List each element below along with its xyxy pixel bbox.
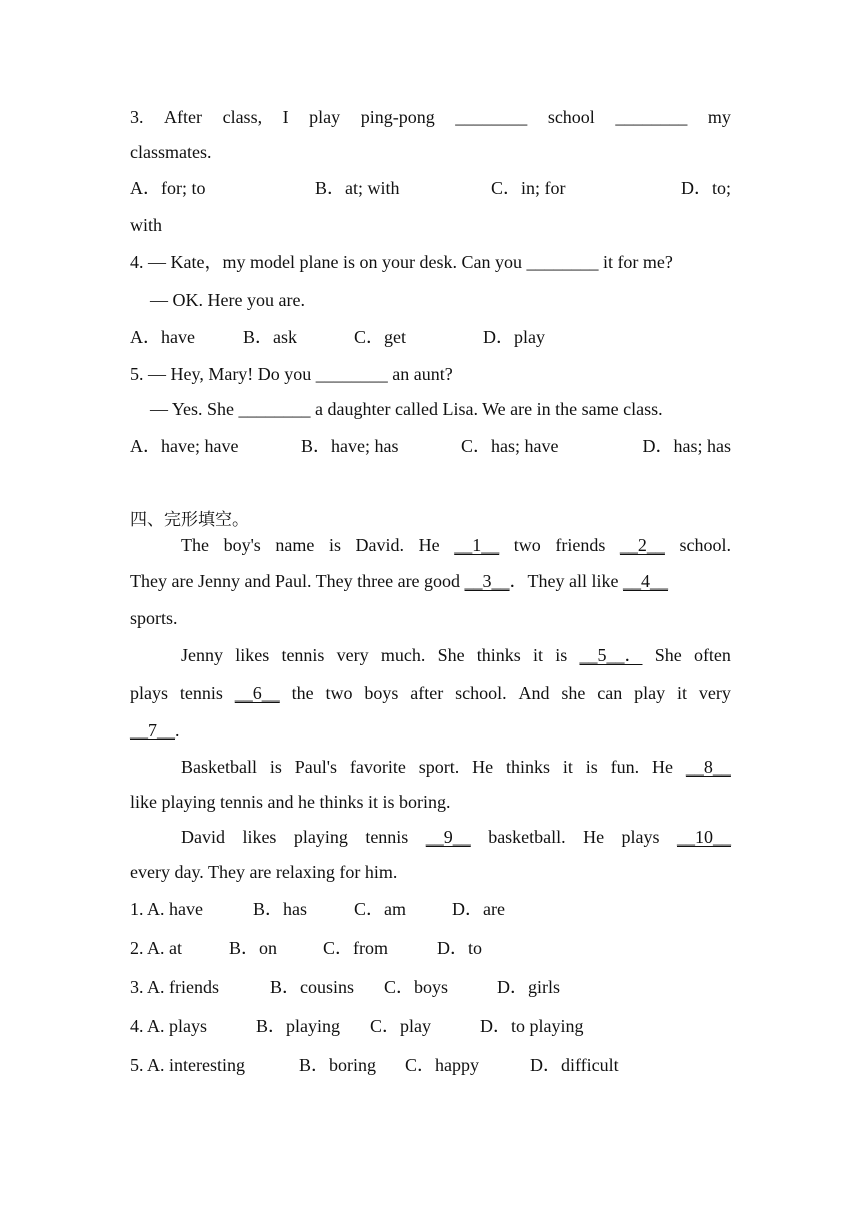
cloze-blank: __8__ — [685, 757, 731, 777]
q3-option-continuation: with — [130, 215, 163, 235]
option-d: D．girls — [497, 977, 560, 997]
option-c: C．boys — [384, 977, 449, 997]
word: tennis — [179, 683, 223, 703]
word: The — [181, 535, 209, 555]
option-a: A．have; have — [130, 436, 239, 456]
word: playing — [293, 827, 348, 847]
answer-blank: ________ — [615, 107, 688, 127]
option-b: B．ask — [243, 327, 297, 347]
option-b: B．boring — [299, 1055, 377, 1075]
q3-stem-continuation: classmates. — [130, 142, 212, 162]
option-c: C．has; have — [461, 436, 559, 456]
word: is — [269, 757, 282, 777]
cloze-blank: __1__ — [454, 535, 500, 555]
option-a: 4. A. plays — [130, 1016, 208, 1036]
word: my — [707, 107, 731, 127]
passage-p1-line3: sports. — [130, 608, 178, 628]
word: is — [585, 757, 598, 777]
option-b: B．playing — [256, 1016, 340, 1036]
passage-p2-line2 — [130, 681, 731, 705]
word: can — [597, 683, 623, 703]
word: boy's — [223, 535, 261, 555]
word: favorite — [349, 757, 406, 777]
option-d: D．to playing — [480, 1016, 584, 1036]
word: Basketball — [181, 757, 257, 777]
word: thinks — [505, 757, 550, 777]
option-c: C．play — [370, 1016, 431, 1036]
word: boys — [364, 683, 399, 703]
word: ping-pong — [360, 107, 435, 127]
word: often — [693, 645, 731, 665]
word: likes — [242, 827, 277, 847]
word: after — [410, 683, 444, 703]
word: And — [518, 683, 550, 703]
word: it — [533, 645, 544, 665]
cloze-blank: __2__ — [619, 535, 665, 555]
word: it — [676, 683, 687, 703]
word: basketball. — [488, 827, 566, 847]
option-a: 3. A. friends — [130, 977, 219, 997]
word: school — [547, 107, 595, 127]
passage-p4-line1 — [130, 825, 731, 849]
word: I — [282, 107, 289, 127]
word: 3. — [130, 107, 144, 127]
word: much. — [380, 645, 426, 665]
word: play — [634, 683, 666, 703]
word: play — [309, 107, 341, 127]
option-c: C．from — [323, 938, 388, 958]
passage-p4-line2: every day. They are relaxing for him. — [130, 862, 398, 882]
text: ．They all like — [509, 571, 624, 591]
q4-stem: 4. — Kate，my model plane is on your desk. Can you ________ it for me? — [130, 252, 673, 272]
option-d: D．has; has — [642, 436, 731, 456]
option-a: A．for; to — [130, 178, 206, 198]
word: school. — [679, 535, 731, 555]
cloze-blank: __7__ — [130, 720, 175, 740]
word: name — [275, 535, 315, 555]
option-a: 1. A. have — [130, 899, 203, 919]
passage-p1-line1 — [130, 533, 731, 557]
passage-p3-line1 — [130, 755, 731, 779]
word: He — [472, 757, 494, 777]
q5-reply: — Yes. She ________ a daughter called Lisa. We are in the same class. — [150, 399, 663, 419]
word: school. — [455, 683, 507, 703]
word: very — [336, 645, 369, 665]
passage-p3-line2: like playing tennis and he thinks it is boring. — [130, 792, 451, 812]
answer-blank: ________ — [455, 107, 528, 127]
section-title: 四、完形填空。 — [130, 510, 249, 530]
cloze-blank: __3__ — [464, 571, 510, 591]
word: She — [437, 645, 465, 665]
word: is — [555, 645, 568, 665]
option-a: 2. A. at — [130, 938, 182, 958]
passage-p2-line1 — [130, 643, 731, 667]
option-a: 5. A. interesting — [130, 1055, 245, 1075]
cloze-blank: __6__ — [234, 683, 280, 703]
word: tennis — [281, 645, 325, 665]
option-d: D．to; — [680, 178, 731, 198]
option-d: D．are — [452, 899, 505, 919]
word: two — [325, 683, 353, 703]
passage-p1-line2 — [130, 569, 731, 593]
word: plays — [130, 683, 168, 703]
word: fun. — [610, 757, 640, 777]
text: . — [175, 720, 180, 740]
word: David. — [355, 535, 405, 555]
option-b: B．have; has — [301, 436, 399, 456]
word: thinks — [476, 645, 521, 665]
word: is — [328, 535, 341, 555]
word: David — [181, 827, 225, 847]
word: sport. — [418, 757, 460, 777]
word: friends — [555, 535, 606, 555]
option-b: B．at; with — [315, 178, 400, 198]
option-a: A．have — [130, 327, 195, 347]
option-b: B．on — [229, 938, 278, 958]
option-c: C．get — [354, 327, 406, 347]
option-b: B．has — [253, 899, 307, 919]
option-d: D．to — [437, 938, 482, 958]
word: two — [513, 535, 541, 555]
word: very — [698, 683, 731, 703]
cloze-blank: __4__ — [623, 571, 669, 591]
option-c: C．am — [354, 899, 406, 919]
option-c: C．in; for — [491, 178, 566, 198]
word: plays — [621, 827, 660, 847]
word: she — [561, 683, 586, 703]
passage-p2-line3 — [130, 718, 731, 742]
word: likes — [235, 645, 270, 665]
word: He — [652, 757, 674, 777]
option-d: D．difficult — [530, 1055, 619, 1075]
q3-stem — [130, 105, 731, 129]
word: tennis — [365, 827, 409, 847]
word: After — [164, 107, 203, 127]
option-b: B．cousins — [270, 977, 355, 997]
q4-reply: — OK. Here you are. — [150, 290, 305, 310]
cloze-blank: __5__． — [579, 645, 643, 665]
cloze-blank: __9__ — [425, 827, 471, 847]
option-c: C．happy — [405, 1055, 479, 1075]
worksheet-page — [130, 0, 731, 1216]
word: He — [418, 535, 440, 555]
word: She — [654, 645, 682, 665]
word: class, — [222, 107, 263, 127]
word: it — [562, 757, 573, 777]
q5-stem: 5. — Hey, Mary! Do you ________ an aunt? — [130, 364, 453, 384]
cloze-blank: __10__ — [676, 827, 731, 847]
word: Paul's — [294, 757, 337, 777]
text: They are Jenny and Paul. They three are good — [130, 571, 465, 591]
option-d: D．play — [483, 327, 545, 347]
word: Jenny — [181, 645, 223, 665]
word: He — [583, 827, 605, 847]
word: the — [291, 683, 314, 703]
